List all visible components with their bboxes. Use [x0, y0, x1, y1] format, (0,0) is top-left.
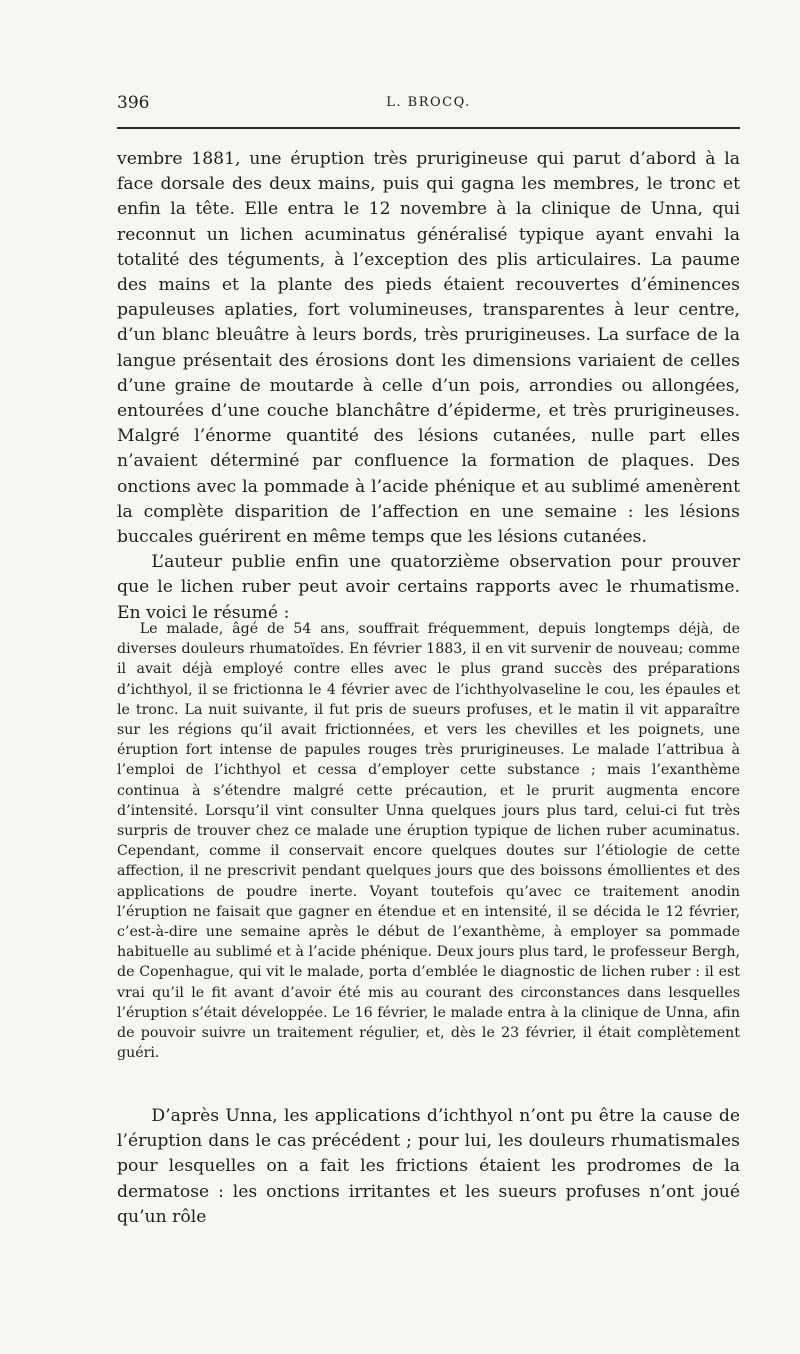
page-number: 396 — [117, 93, 150, 113]
text-block-conclusion — [117, 1104, 740, 1230]
paragraph-case-summary: Le malade, âgé de 54 ans, souffrait fréquemment, depuis longtemps déjà, de diverses douleurs rhumatoïdes. En février 1883, il en vit survenir de nouveau; comme il avait déjà employé contre elles avec le plus grand succès des préparations d’ichthyol, il se frictionna le 4 février avec de l’ichthyolvaseline le cou, les épaules et le tronc. La nuit suivante, il fut pris de sueurs profuses, et le matin il vit apparaître sur les régions qu’il avait frictionnées, et vers les chevilles et les poignets, une éruption fort intense de papules rouges très prurigineuses. Le malade l’attribua à l’emploi de l’ichthyol et cessa d’employer cette substance ; mais l’exanthème continua à s’étendre malgré cette précaution, et le prurit augmenta encore d’intensité. Lorsqu’il vint consulter Unna quelques jours plus tard, celui-ci fut très surpris de trouver chez ce malade une éruption typique de lichen ruber acuminatus. Cependant, comme il conservait encore quelques doutes sur l’étiologie de cette affection, il ne prescrivit pendant quelques jours que des boissons émollientes et des applications de poudre inerte. Voyant toutefois qu’avec ce traitement anodin l’éruption ne faisait que gagner en étendue et en intensité, il se décida le 12 février, c’est-à-dire une semaine après le début de l’exanthème, à employer sa pommade habituelle au sublimé et à l’acide phénique. Deux jours plus tard, le professeur Bergh, de Copenhague, qui vit le malade, porta d’emblée le diagnostic de lichen ruber : il est vrai qu’il le fit avant d’avoir été mis au courant des circonstances dans lesquelles l’éruption s’était développée. Le 16 février, le malade entra à la clinique de Unna, afin de pouvoir suivre un traitement régulier, et, dès le 23 février, il était complètement guéri. — [117, 621, 740, 1062]
text-block-main — [117, 147, 740, 626]
text-block-summary — [117, 619, 740, 1063]
paragraph-unna-opinion: D’après Unna, les applications d’ichthyol n’ont pu être la cause de l’éruption dans le cas précédent ; pour lui, les douleurs rhumatismales pour lesquelles on a fait les frictions étaient les prodromes de la dermatose : les onctions irritantes et les sueurs profuses n’ont joué qu’un rôle — [117, 1106, 740, 1227]
page-header — [117, 92, 740, 114]
paragraph-continued: vembre 1881, une éruption très prurigineuse qui parut d’abord à la face dorsale des deux mains, puis qui gagna les membres, le tronc et enfin la tête. Elle entra le 12 novembre à la clinique de Unna, qui reconnut un lichen acuminatus généralisé typique ayant envahi la totalité des téguments, à l’exception des plis articulaires. La paume des mains et la plante des pieds étaient recouvertes d’éminences papuleuses aplaties, fort volumineuses, transparentes à leur centre, d’un blanc bleuâtre à leurs bords, très prurigineuses. La surface de la langue présentait des érosions dont les dimensions variaient de celles d’une graine de moutarde à celle d’un pois, arrondies ou allongées, entourées d’une couche blanchâtre d’épiderme, et très prurigineuses. Malgré l’énorme quantité des lésions cutanées, nulle part elles n’avaient déterminé par confluence la formation de plaques. Des onctions avec la pommade à l’acide phénique et au sublimé amenèrent la complète disparition de l’affection en une semaine : les lésions buccales guérirent en même temps que les lésions cutanées. — [117, 149, 740, 548]
paragraph-fourteenth-observation: L’auteur publie enfin une quatorzième observation pour prouver que le lichen ruber peut avoir certains rapports avec le rhumatisme. En voici le résumé : — [117, 552, 740, 623]
header-rule — [117, 127, 740, 129]
running-head: L. BROCQ. — [386, 95, 471, 110]
